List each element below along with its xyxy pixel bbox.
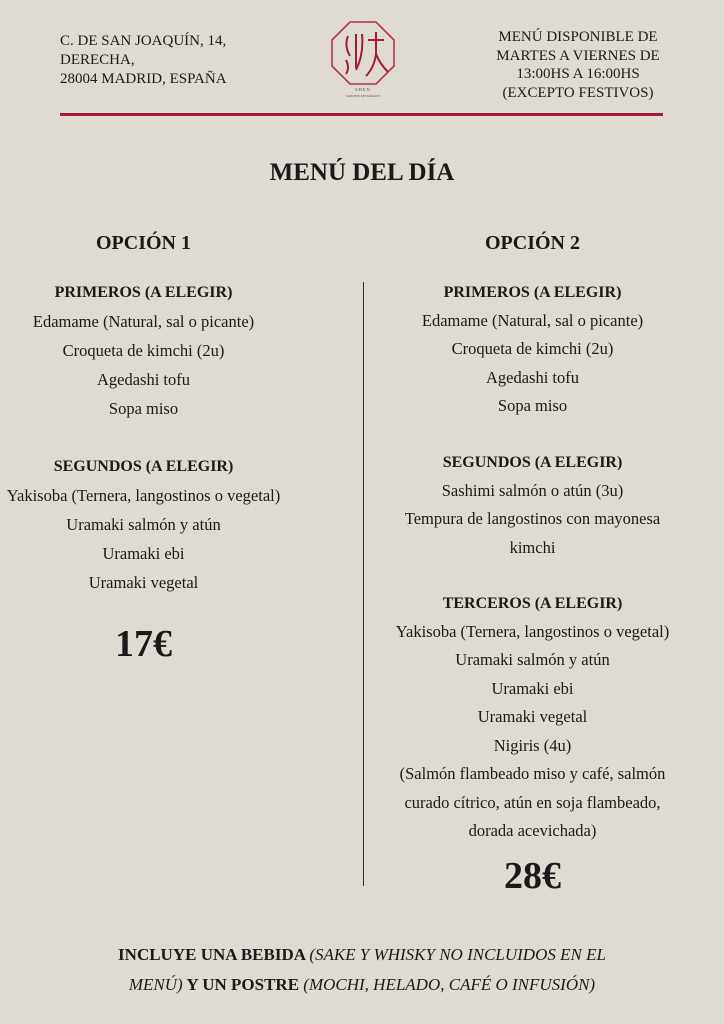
price: 17€ <box>115 622 172 665</box>
svg-text:SHEN: SHEN <box>355 87 371 92</box>
availability-line: 13:00HS A 16:00HS <box>516 66 640 82</box>
menu-item: Sashimi salmón o atún (3u) <box>441 480 624 500</box>
menu-item: Croqueta de kimchi (2u) <box>451 339 614 358</box>
address-line: DERECHA, <box>60 52 135 68</box>
menu-item: curado cítrico, atún en soja flambeado, <box>404 792 661 812</box>
section-heading: PRIMEROS (A ELEGIR) <box>54 283 233 301</box>
footer-text: Y UN POSTRE <box>182 975 304 994</box>
footer-text: INCLUYE UNA BEBIDA <box>118 945 310 964</box>
menu-item: Uramaki vegetal <box>88 572 199 592</box>
page-title: MENÚ DEL DÍA <box>269 159 455 186</box>
menu-item: Edamame (Natural, sal o picante) <box>421 310 644 330</box>
footer-text-italic: MENÚ) <box>128 975 183 994</box>
availability-line: MENÚ DISPONIBLE DE <box>498 29 658 45</box>
section-heading: SEGUNDOS (A ELEGIR) <box>442 453 623 471</box>
menu-item: Tempura de langostinos con mayonesa <box>404 509 661 528</box>
address <box>60 32 227 89</box>
footer-text-italic: (MOCHI, HELADO, CAFÉ O INFUSIÓN) <box>303 975 596 994</box>
option-1 <box>0 228 287 669</box>
availability <box>478 28 678 102</box>
menu-item: Agedashi tofu <box>485 367 580 387</box>
menu-item: Yakisoba (Ternera, langostinos o vegetal) <box>6 485 281 505</box>
menu-item: Uramaki salmón y atún <box>66 514 221 534</box>
address-line: 28004 MADRID, ESPAÑA <box>60 71 227 87</box>
shen-logo <box>330 20 396 98</box>
option-label: OPCIÓN 1 <box>96 232 191 254</box>
menu-item: Sopa miso <box>497 396 568 415</box>
footer-text-italic: (SAKE Y WHISKY NO INCLUIDOS EN EL <box>309 945 606 964</box>
menu-item: Uramaki salmón y atún <box>455 650 610 669</box>
availability-line: MARTES A VIERNES DE <box>496 47 660 64</box>
menu-item: Edamame (Natural, sal o picante) <box>32 311 255 331</box>
section-heading: SEGUNDOS (A ELEGIR) <box>53 457 234 475</box>
menu-item: Sopa miso <box>108 398 179 418</box>
svg-text:JAPANESE RESTAURANT: JAPANESE RESTAURANT <box>345 94 381 98</box>
menu-item: Agedashi tofu <box>96 369 191 389</box>
column-divider <box>363 282 364 886</box>
section-heading: PRIMEROS (A ELEGIR) <box>443 283 622 301</box>
price: 28€ <box>504 854 561 897</box>
option-label: OPCIÓN 2 <box>485 232 580 254</box>
menu-item: Uramaki ebi <box>102 543 185 563</box>
menu-item: Uramaki ebi <box>491 678 574 698</box>
menu-item: Croqueta de kimchi (2u) <box>62 340 225 360</box>
menu-item: dorada acevichada) <box>468 821 597 840</box>
address-line: C. DE SAN JOAQUÍN, 14, <box>60 33 227 49</box>
footer-note <box>0 940 724 1000</box>
menu-item: (Salmón flambeado miso y café, salmón <box>399 764 666 783</box>
availability-line: (EXCEPTO FESTIVOS) <box>502 84 654 101</box>
header-divider <box>60 113 663 116</box>
option-2 <box>380 228 685 901</box>
menu-item: Uramaki vegetal <box>477 707 588 726</box>
menu-item: Yakisoba (Ternera, langostinos o vegetal) <box>395 621 670 641</box>
menu-item: kimchi <box>509 537 556 557</box>
section-heading: TERCEROS (A ELEGIR) <box>442 594 623 612</box>
menu-item: Nigiris (4u) <box>493 735 572 755</box>
